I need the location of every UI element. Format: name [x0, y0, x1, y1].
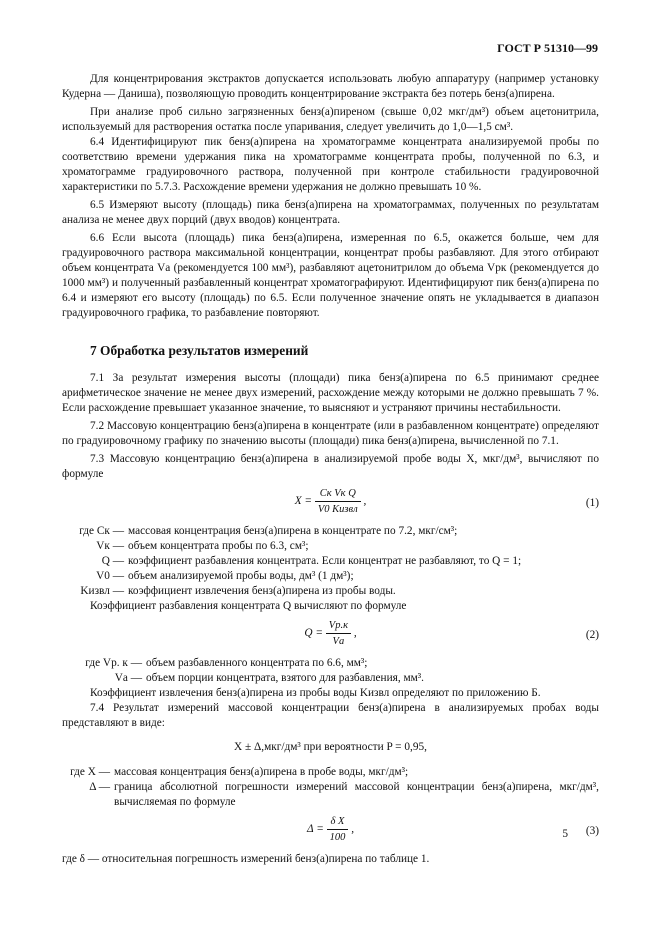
result-expression: X ± Δ,мкг/дм³ при вероятности P = 0,95, [234, 741, 427, 753]
formula-fraction [327, 814, 349, 845]
paragraph: где δ — относительная погрешность измерений бенз(а)пирена по таблице 1. [62, 853, 430, 865]
formula-denominator: Vа [332, 636, 345, 647]
definition-symbol: Q — [101, 555, 124, 567]
definition-text: коэффициент разбавления концентрата. Если концентрат не разбавляют, то Q = 1; [128, 555, 522, 567]
paragraph: 6.5 Измеряют высоту (площадь) пика бенз(а)пирена на хроматограммах, полученных по результатам анализа не менее двух порций (двух вводов) концентрата. [62, 199, 599, 226]
definition-symbol: где Vр. к — [85, 657, 142, 669]
definition-row [62, 524, 599, 539]
definition-symbol: Δ — [89, 781, 110, 793]
paragraph: При анализе проб сильно загрязненных бенз(а)пиреном (свыше 0,02 мкг/дм³) объем ацетонитрила, используемый для растворения остатка после упаривания, следует увеличить до 1,0—1,5 см³. [62, 106, 599, 133]
formula-numerator: δ X [327, 814, 349, 830]
formula-lhs: Δ = [306, 823, 324, 836]
definition-text: массовая концентрация бенз(а)пирена в концентрате по 7.2, мкг/см³; [128, 525, 458, 537]
formula-lhs: X = [294, 495, 313, 508]
formula-tail: , [363, 495, 367, 508]
formula-fraction [326, 618, 351, 649]
definition-row [62, 539, 599, 554]
formula-numerator: Cк Vк Q [315, 486, 361, 502]
formula-denominator: V0 Kизвл [317, 504, 358, 515]
paragraph: 7.4 Результат измерений массовой концентрации бенз(а)пирена в анализируемых пробах воды представляют в виде: [62, 702, 599, 729]
formula-1 [62, 486, 599, 520]
definition-text: объем разбавленного концентрата по 6.6, мм³; [146, 657, 368, 669]
definition-symbol: Vа — [114, 672, 142, 684]
formula-2 [62, 618, 599, 652]
definition-symbol: где X — [70, 766, 110, 778]
paragraph: Для концентрирования экстрактов допускается использовать любую аппаратуру (например установку Кудерна — Даниша), позволяющую проводить концентрирование экстракта без потерь бенз(а)пирена. [62, 73, 599, 100]
definitions-3 [62, 765, 599, 810]
paragraph: 7.1 За результат измерения высоты (площади) пика бенз(а)пирена по 6.5 принимают среднее арифметическое значение не менее двух измерений, расхождение между которыми не должно превышать 7 %. Если расхождение превышает указанное значение, то выясняют и устраняют причины нестабильности. [62, 372, 599, 414]
definition-row [62, 765, 599, 780]
paragraph: Коэффициент извлечения бенз(а)пирена из пробы воды Kизвл определяют по приложению Б. [90, 687, 541, 699]
formula-number: (2) [585, 629, 599, 641]
section-title: 7 Обработка результатов измерений [90, 343, 309, 358]
page-number: 5 [562, 828, 568, 840]
formula-3 [62, 814, 599, 848]
definition-row [62, 569, 599, 584]
standard-code: ГОСТ Р 51310—99 [497, 41, 598, 55]
paragraph: Коэффициент разбавления концентрата Q вычисляют по формуле [90, 600, 407, 612]
formula-denominator: 100 [329, 832, 346, 843]
definitions-2 [62, 656, 599, 686]
formula-tail: , [351, 823, 355, 836]
paragraph: 6.4 Идентифицируют пик бенз(а)пирена на хроматограмме концентрата анализируемой пробы по соответствию времени удержания пика на хроматограмме концентрата пробы, полученной по 6.3, и хроматограмме градуировочного раствора, полученной при контроле стабильности градуировочной характеристики по 5.7.3. Расхождение времени удержания не должно превышать 10 %. [62, 136, 599, 193]
definition-row [62, 584, 599, 599]
paragraph: 6.6 Если высота (площадь) пика бенз(а)пирена, измеренная по 6.5, окажется больше, чем для градуировочного раствора максимальной концентрации, концентрат пробы разбавляют. Для этого отбирают объем концентрата Vа (рекомендуется 100 мм³), разбавляют ацетонитрилом до объема Vрк (рекомендуется до 1000 мм³) и полученный разбавленный концентрат хроматографируют. Идентифицируют пик бенз(а)пирена по 6.4 и измеряют его высоту (площадь) по 6.5. Если полученное значение опять не укладывается в диапазон градуировочного графика, то разбавление повторяют. [62, 232, 599, 319]
definition-text: объем порции концентрата, взятого для разбавления, мм³. [146, 672, 424, 684]
definition-row [62, 554, 599, 569]
definition-symbol: где Cк — [79, 525, 124, 537]
paragraph: 7.3 Массовую концентрацию бенз(а)пирена в анализируемой пробе воды X, мкг/дм³, вычисляют по формуле [62, 453, 599, 480]
formula-lhs: Q = [304, 627, 323, 640]
definition-text: граница абсолютной погрешности измерений массовой концентрации бенз(а)пирена, мкг/дм³, вычисляемая по формуле [114, 781, 599, 808]
definition-text: объем анализируемой пробы воды, дм³ (1 дм³); [128, 570, 354, 582]
definition-text: массовая концентрация бенз(а)пирена в пробе воды, мкг/дм³; [114, 766, 409, 778]
definition-text: объем концентрата пробы по 6.3, см³; [128, 540, 309, 552]
formula-tail: , [353, 627, 357, 640]
definition-symbol: Vк — [96, 540, 124, 552]
paragraph: 7.2 Массовую концентрацию бенз(а)пирена в концентрате (или в разбавленном концентрате) определяют по градуировочному графику по значению высоты (площади) пика бенз(а)пирена, вычисленной по 7.1. [62, 420, 599, 447]
formula-fraction [315, 486, 361, 517]
definition-text: коэффициент извлечения бенз(а)пирена из пробы воды. [128, 585, 396, 597]
page-content [62, 72, 599, 867]
formula-number: (1) [585, 497, 599, 509]
definition-row [62, 780, 599, 810]
definitions-1 [62, 524, 599, 599]
definition-symbol: V0 — [96, 570, 124, 582]
formula-number: (3) [585, 825, 599, 837]
definition-row [62, 671, 599, 686]
definition-symbol: Kизвл — [80, 585, 124, 597]
formula-numerator: Vр.к [326, 618, 351, 634]
definition-row [62, 656, 599, 671]
